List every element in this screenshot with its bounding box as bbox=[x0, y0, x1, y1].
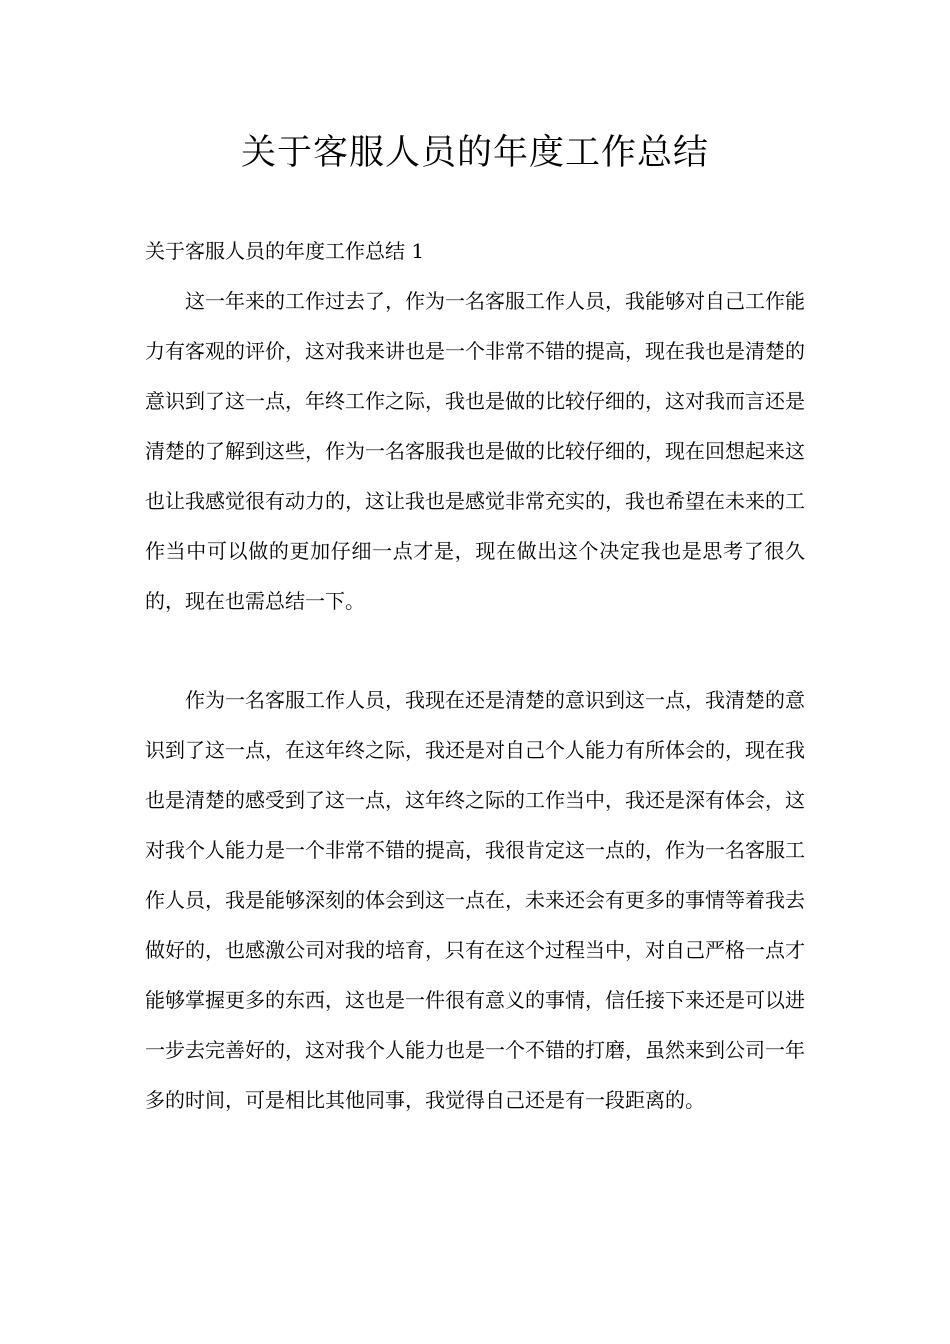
section-heading: 关于客服人员的年度工作总结 1 bbox=[145, 239, 425, 263]
document-title: 关于客服人员的年度工作总结 bbox=[240, 133, 709, 173]
paragraph-1: 这一年来的工作过去了，作为一名客服工作人员，我能够对自己工作能力有客观的评价，这对我来讲也是一个非常不错的提高，现在我也是清楚的意识到了这一点，年终工作之际，我也是做的比较仔细的，这对我而言还是清楚的了解到这些，作为一名客服我也是做的比较仔细的，现在回想起来这也让我感觉很有动力的，这让我也是感觉非常充实的，我也希望在未来的工作当中可以做的更加仔细一点才是，现在做出这个决定我也是思考了很久的，现在也需总结一下。 bbox=[145, 289, 805, 613]
paragraph-2: 作为一名客服工作人员，我现在还是清楚的意识到这一点，我清楚的意识到了这一点，在这年终之际，我还是对自己个人能力有所体会的，现在我也是清楚的感受到了这一点，这年终之际的工作当中，我还是深有体会，这对我个人能力是一个非常不错的提高，我很肯定这一点的，作为一名客服工作人员，我是能够深刻的体会到这一点在，未来还会有更多的事情等着我去做好的，也感激公司对我的培育，只有在这个过程当中，对自己严格一点才能够掌握更多的东西，这也是一件很有意义的事情，信任接下来还是可以进一步去完善好的，这对我个人能力也是一个不错的打磨，虽然来到公司一年多的时间，可是相比其他同事，我觉得自己还是有一段距离的。 bbox=[145, 688, 805, 1112]
